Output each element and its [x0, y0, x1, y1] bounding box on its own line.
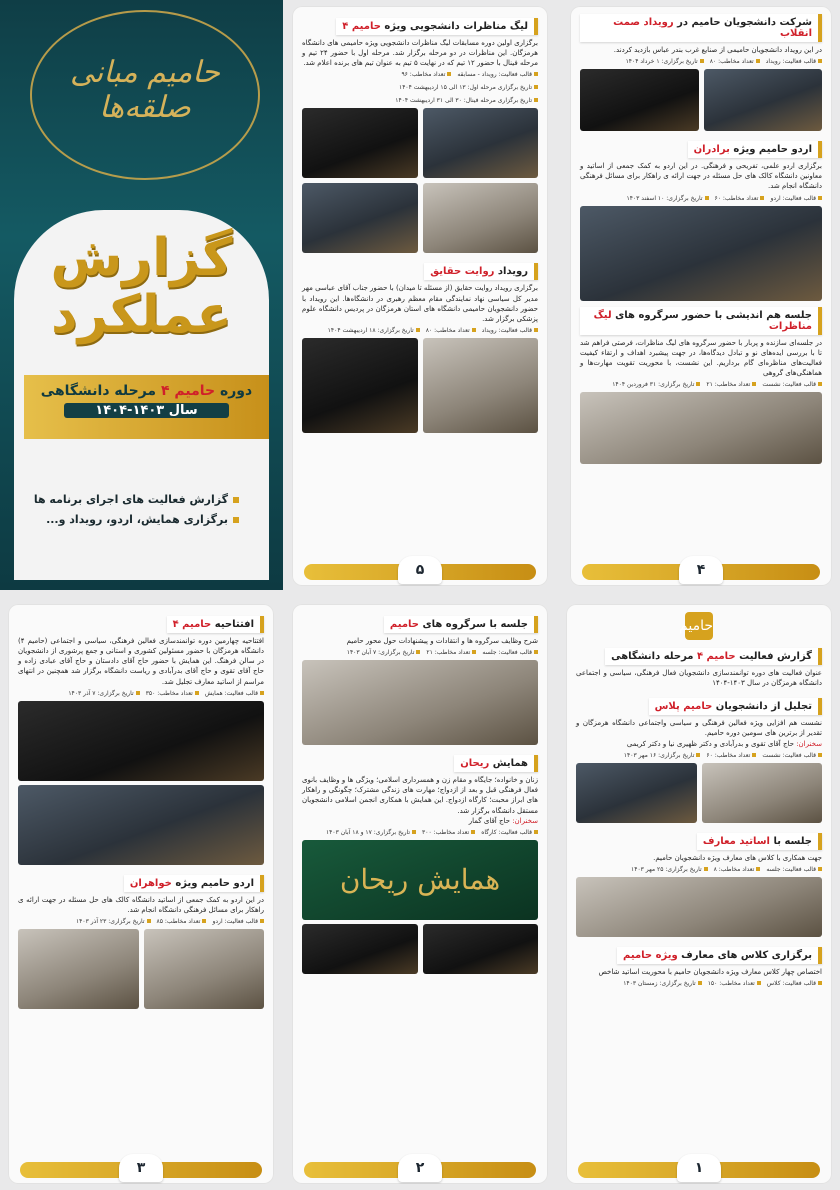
section-maaref-classes: برگزاری کلاس های معارف ویژه حامیم اختصاص چهار کلاس معارف ویژه دانشجویان حامیم با محوریت اساتید شاخص قالب فعالیت: کلاس تعداد مخاطب: ۱۵۰ تاریخ برگزاری: زمستان ۱۴۰۳	[576, 943, 822, 987]
cover-panel	[0, 0, 283, 590]
photo	[702, 763, 823, 823]
photo	[423, 183, 539, 253]
reyhan-banner: همایش ریحان	[302, 840, 538, 920]
cover-years: سال ۱۴۰۳-۱۴۰۴	[64, 403, 229, 418]
page-footer	[304, 564, 536, 580]
page-2	[292, 604, 548, 1184]
page-5	[292, 6, 548, 586]
page-1	[566, 604, 832, 1184]
page-footer	[582, 564, 820, 580]
cover-title: گزارش عملکرد	[50, 228, 233, 346]
section-sisters-camp: اردو حامیم ویژه خواهران در این اردو به کمک جمعی از اساتید دانشگاه کالک های حل مسئله در جهت ارائه ی راهکار برای مسائل فرهنگی دانشگاه انجام شد. قالب فعالیت: اردو تعداد مخاطب: ۸۵ تاریخ برگزاری: ۲۳ آذر ۱۴۰۳	[18, 871, 264, 1009]
photo	[423, 338, 539, 433]
section-opening: افتتاحیه حامیم ۴ افتتاحیه چهارمین دوره توانمندسازی فعالین فرهنگی، سیاسی و اجتماعی (حامیم ۴) دانشگاه هرمزگان با حضور مسئولین کشوری و استانی و جمع پرشوری از دانشجویان در سالن فرهنگ. این همایش با حضور حاج آقای دادستان و حاج آقای عبادی زاده و حاج آقای تقوی و حاج آقای بدرآبادی و ریاست دانشگاه برگزار شد همچنین در انتهای مراسم از اساتید معارف تجلیل شد. قالب فعالیت: همایش تعداد مخاطب: ۳۵۰ تاریخ برگزاری: ۷ آذر ۱۴۰۳	[18, 612, 264, 865]
photo	[580, 392, 822, 464]
page-4	[570, 6, 832, 586]
section-maaref-teachers: جلسه با اساتید معارف جهت همکاری با کلاس های معارف ویژه دانشجویان حامیم. قالب فعالیت: جلسه تعداد مخاطب: ۸ تاریخ برگزاری: ۲۵ مهر ۱۴۰۳	[576, 829, 822, 937]
section-intro: گزارش فعالیت حامیم ۴ مرحله دانشگاهی عنوان فعالیت های دوره توانمندسازی دانشجویان فعال فرهنگی، سیاسی و اجتماعی دانشگاه هرمزگان در سال ۱۴۰۳-۱۴۰۴	[576, 644, 822, 688]
section-industry-event: شرکت دانشجویان حامیم در رویداد صمت انقلاب در این رویداد دانشجویان حامیمی از صنایع غرب بندر عباس بازدید کردند. قالب فعالیت: رویداد تعداد مخاطب: ۸۰ تاریخ برگزاری: ۱ خرداد ۱۴۰۴	[580, 14, 822, 131]
photo	[144, 929, 265, 1009]
section-narrative-event: رویداد روایت حقایق برگزاری رویداد روایت حقایق (از مسئله تا میدان) با حضور جناب آقای عباسی مهر مدیر کل سیاسی نهاد نمایندگی مقام معظم رهبری در دانشگاه‌ها. این رویداد با حضور دانشجویان حامیمی دانشگاه های استان هرمزگان در پردیس دانشگاه علوم پزشکی برگزار شد. قالب فعالیت: رویداد تعداد مخاطب: ۸۰ تاریخ برگزاری: ۱۸ اردیبهشت ۱۴۰۴	[302, 259, 538, 433]
photo	[302, 338, 418, 433]
photo	[576, 763, 697, 823]
page-footer	[578, 1162, 820, 1178]
photo	[18, 701, 264, 781]
photo	[704, 69, 823, 131]
hamim-seal: حامیم	[685, 612, 713, 640]
photo	[302, 108, 418, 178]
page-number: ۵	[398, 556, 442, 584]
section-debate-league: لیگ مناظرات دانشجویی ویژه حامیم ۴ برگزاری اولین دوره مسابقات لیگ مناظرات دانشجویی ویژه حامیمی های دانشگاه هرمزگان. این مناظرات در دو مرحله برگزار شد. مرحله اول با حضور ۲۴ تیم و مرحله فینال با حضور ۱۲ تیم که در نهایت ۵ تیم به عنوان تیم های برنده اعلام شد. قالب فعالیت: رویداد - مسابقه تعداد مخاطب: ۹۶ تاریخ برگزاری مرحله اول: ۱۳ الی ۱۵ اردیبهشت ۱۴۰۴ تاریخ برگزاری مرحله فینال: ۳۰ الی ۳۱ اردیبهشت ۱۴۰۴	[302, 14, 538, 253]
photo	[576, 877, 822, 937]
cover-band: دوره حامیم ۴ مرحله دانشگاهی سال ۱۴۰۳-۱۴۰۴	[24, 375, 269, 439]
section-group-heads: جلسه با سرگروه های حامیم شرح وظایف سرگروه ها و انتقادات و پیشنهادات حول محور حامیم قالب فعالیت: جلسه تعداد مخاطب: ۲۱ تاریخ برگزاری: ۷ آبان ۱۴۰۳	[302, 612, 538, 745]
photo	[580, 69, 699, 131]
page-footer	[20, 1162, 262, 1178]
photo	[302, 924, 418, 974]
photo	[423, 108, 539, 178]
section-debate-heads: جلسه هم اندیشی با حضور سرگروه های لیگ مناظرات در جلسه‌ای سازنده و پربار با حضور سرگروه های لیگ مناظرات، فرصتی فراهم شد تا با بررسی ایده‌های نو و تبادل دیدگاه‌ها، در جهت پیشبرد اهداف و ارتقاء کیفیت فعالیت‌های مناظره‌ای گام برداریم. این نشست، با محوریت تقویت مهارت‌ها و هماهنگی‌های گروهی قالب فعالیت: نشست تعداد مخاطب: ۲۱ تاریخ برگزاری: ۳۱ فروردین ۱۴۰۴	[580, 307, 822, 465]
photo	[580, 206, 822, 301]
section-hamim-plus: تجلیل از دانشجویان حامیم پلاس نشست هم افزایی ویژه فعالین فرهنگی و سیاسی واجتماعی دانشگاه هرمزگان و تقدیر از برترین های سومین دوره حامیم. سخنران: حاج آقای تقوی و بدرآبادی و دکتر ظهیری نیا و دکتر کریمی قالب فعالیت: نشست تعداد مخاطب: ۶۰ تاریخ برگزاری: ۱۶ مهر ۱۴۰۳	[576, 694, 822, 822]
page-number: ۳	[119, 1154, 163, 1182]
photo	[423, 924, 539, 974]
logo-text: حامیم مبانی صلقه‌ها	[70, 55, 220, 125]
cover-bullets: گزارش فعالیت های اجرای برنامه ها برگزاری همایش، اردو، رویداد و...	[34, 490, 239, 530]
photo	[302, 183, 418, 253]
page-number: ۴	[679, 556, 723, 584]
page-3	[8, 604, 274, 1184]
cover-card	[14, 210, 269, 580]
photo	[18, 785, 264, 865]
page-number: ۱	[677, 1154, 721, 1182]
section-brothers-camp: اردو حامیم ویژه برادران برگزاری اردو علمی، تفریحی و فرهنگی. در این اردو به کمک جمعی از اساتید و معاونین دانشگاه کالک های حل مسئله در جهت ارائه ی راهکار برای مسائل فرهنگی دانشگاه انجام شد. قالب فعالیت: اردو تعداد مخاطب: ۶۰ تاریخ برگزاری: ۱۰ اسفند ۱۴۰۳	[580, 137, 822, 300]
photo	[302, 660, 538, 745]
section-reyhan: همایش ریحان زنان و خانواده؛ جایگاه و مقام زن و همسرداری اسلامی؛ ویژگی ها و وظایف بانوی فعال فرهنگی قبل و بعد از ازدواج؛ مهارت های زندگی مشترک؛ چگونگی و راهکار های ابراز محبت؛ کارگاه ازدواج. این همایش با همکاری انجمن اسلامی دانشجویان مستقل دانشگاه برگزار شد. سخنران: حاج آقای گمار قالب فعالیت: کارگاه تعداد مخاطب: ۳۰۰ تاریخ برگزاری: ۱۷ و ۱۸ آبان ۱۴۰۳ همایش ریحان	[302, 751, 538, 974]
page-number: ۲	[398, 1154, 442, 1182]
photo	[18, 929, 139, 1009]
page-footer	[304, 1162, 536, 1178]
